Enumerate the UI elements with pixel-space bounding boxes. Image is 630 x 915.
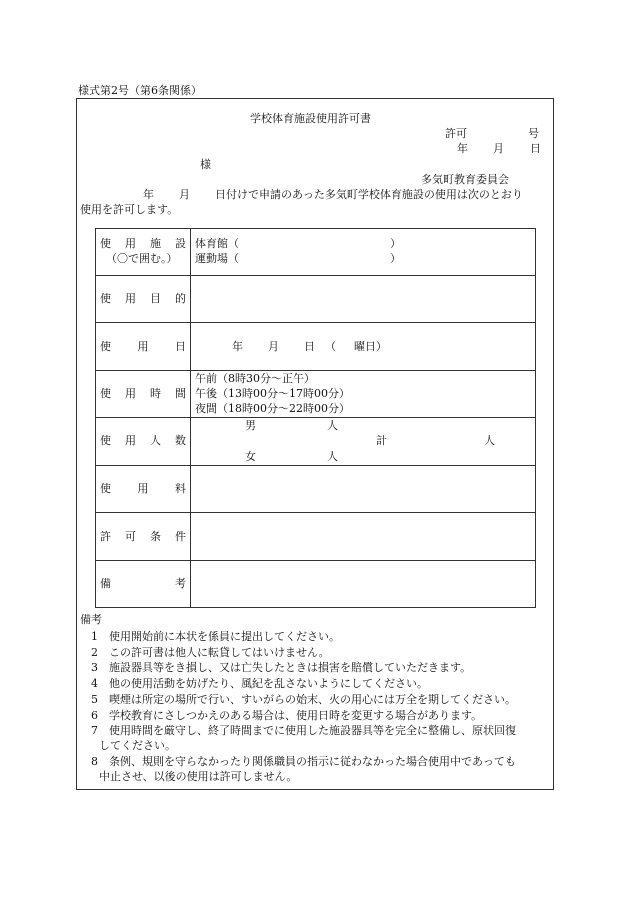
note-item: 3 施設器具等をき損し、又は亡失したときは損害を賠償していただきます。: [91, 661, 472, 674]
form-id: 様式第2号（第6条関係）: [78, 84, 202, 97]
intro-month: 月: [179, 188, 190, 201]
table-row-divider: [95, 512, 536, 513]
count-male-unit: 人: [327, 419, 338, 432]
table-row-divider: [95, 322, 536, 323]
table-row-divider: [95, 560, 536, 561]
use-time-label: 使 用 時 間: [100, 387, 186, 400]
permit-table: [95, 228, 536, 608]
note-item: 8 条例、規則を守らなかったり関係職員の指示に従わなかった場合使用中であっても: [91, 755, 516, 768]
notes-heading: 備考: [80, 613, 102, 626]
note-item: 6 学校教育にさしつかえのある場合は、使用日時を変更する場合があります。: [91, 709, 483, 722]
note-item: 7 使用時間を厳守し、終了時間までに使用した施設器具等を完全に整備し、原状回復: [91, 724, 516, 737]
addressee-suffix: 様: [200, 158, 211, 171]
note-item: 1 使用開始前に本状を係員に提出してください。: [91, 630, 340, 643]
use-date-day: 日: [304, 340, 315, 353]
note-item: 4 他の使用活動を妨げたり、風紀を乱さないようにしてください。: [91, 677, 428, 690]
date-year: 年: [457, 142, 468, 155]
count-total: 計: [376, 434, 387, 447]
facility-gym-close: ）: [390, 237, 401, 250]
facility-field: 運動場（: [195, 252, 239, 265]
date-month: 月: [493, 142, 504, 155]
document-title: 学校体育施設使用許可書: [250, 112, 371, 125]
facility-sublabel: （〇で囲む。）: [106, 252, 178, 265]
note-item: 2 この許可書は他人に転貸してはいけません。: [91, 646, 330, 659]
use-date-open-paren: （: [325, 340, 336, 353]
time-option-morning: 午前（8時30分～正午）: [195, 372, 315, 385]
facility-label: 使 用 施 設: [100, 237, 186, 250]
permit-number-suffix: 号: [528, 127, 539, 140]
count-total-unit: 人: [484, 434, 495, 447]
remarks-label: 備 考: [100, 577, 186, 590]
intro-year: 年: [143, 188, 154, 201]
intro-text: 日付けで申請のあった多気町学校体育施設の使用は次のとおり: [215, 188, 523, 201]
facility-gym: 体育館（: [195, 237, 239, 250]
table-row-divider: [95, 417, 536, 418]
date-day: 日: [530, 142, 541, 155]
table-row-divider: [95, 370, 536, 371]
count-female: 女: [245, 450, 256, 463]
issuer: 多気町教育委員会: [421, 173, 509, 186]
count-male: 男: [245, 419, 256, 432]
use-count-label: 使 用 人 数: [100, 434, 186, 447]
time-option-night: 夜間（18時00分～22時00分）: [195, 402, 350, 415]
use-date-month: 月: [268, 340, 279, 353]
facility-field-close: ）: [390, 252, 401, 265]
permit-number-prefix: 許可: [445, 127, 467, 140]
time-option-afternoon: 午後（13時00分～17時00分）: [195, 387, 350, 400]
count-female-unit: 人: [327, 450, 338, 463]
purpose-label: 使 用 目 的: [100, 292, 186, 305]
use-date-year: 年: [232, 340, 243, 353]
table-column-divider: [190, 228, 191, 608]
note-item-continuation: してください。: [99, 739, 176, 752]
use-date-label: 使 用 日: [100, 340, 186, 353]
intro-text-line2: 使用を許可します。: [80, 203, 179, 216]
table-row-divider: [95, 465, 536, 466]
conditions-label: 許 可 条 件: [100, 530, 186, 543]
fee-label: 使 用 料: [100, 482, 186, 495]
use-date-weekday: 曜日）: [354, 340, 387, 353]
note-item-continuation: 中止させ、以後の使用は許可しません。: [99, 770, 298, 783]
table-row-divider: [95, 275, 536, 276]
note-item: 5 喫煙は所定の場所で行い、すいがらの始末、火の用心には万全を期してください。: [91, 693, 516, 706]
